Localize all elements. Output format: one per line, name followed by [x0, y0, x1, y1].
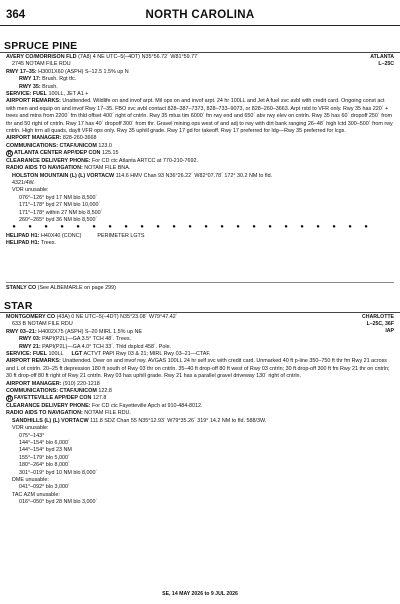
vor-unusable-item: 075°–143° — [19, 432, 45, 439]
airport-details: (43A) 0 NE UTC–5(–4DT) N35°23.08´ W79°47.42´ — [56, 314, 178, 320]
runway-line: RWY 17–35: H3001X60 (ASPH) S–12.5 1.5% up N — [6, 68, 129, 75]
dme-unusable-label: DME unusable: — [12, 476, 49, 483]
stanly-co-reference: (See ALBEMARLE on page 299) — [37, 285, 116, 291]
airport-details: (7A8) 4 NE UTC–5(–4DT) N35°56.72´ W81°59.77´ — [78, 54, 199, 60]
circled-r-icon: R — [7, 151, 12, 158]
header-rule — [0, 25, 400, 26]
service-line: SERVICE: FUEL 100LL LGT ACTVT PAPI Rwy 03 & 21; MIRL Rwy 03–21—CTAF. — [6, 351, 211, 358]
page-number: 364 — [6, 9, 26, 21]
airport-manager-line: AIRPORT MANAGER: 828-260-3668 — [6, 135, 97, 142]
state-title: NORTH CAROLINA — [145, 9, 255, 21]
airport-name: AVERY CO/MORRISON FLD — [6, 54, 77, 60]
runway-17-line: RWY 17: Brush. Rgt tfc. — [19, 76, 77, 83]
circled-r-icon: R — [7, 396, 12, 403]
clearance-line: CLEARANCE DELIVERY PHONE: For CD ctc Fayetteville Apch at 910-484-8012. — [6, 402, 203, 409]
vor-unusable-item: 076°–126° byd 17 NM blo 8,500´ — [19, 194, 98, 201]
airport-entry-avery-co — [6, 54, 394, 248]
airport-name-line — [6, 54, 394, 61]
airport-remarks: AIRPORT REMARKS: Unattended. Wildlife on and invof arpt. Mil ops on and invof arpt. 24 hr 100LL and Jet A fuel svc avbl with credit card. Ongoing const act with men and equip on and invof Rwy 17–35. FBO svc avbl contact 828–387–7373, 828–733–9073, or 828–260–3663. Arpt rstd to VFR only. Rwy 35 has 220´ + trees and mtns from 2200´ fm thld offset 400´ right of cntrln. Rwy 35 mtus tim 6000´ fm rwy end and 650´ abv rwy elev on cntrln. Rwy 35 has 60´ dropoff 250´ from thr and 50 right of cntrln. Rwy 17 has 40´ dropoff 300´ from thr. Gravel mining ops west of and adj to rwy with dirt bank ranging 26–48´ high lctd 300–500´ from rwy cntrln. High trrn all quads, daylt VFR ops only. Rwy 35 uphill grade. Rwy 17 gd for takeoff. Rwy 17 preferred for ldg—Rwy 35 preferred for lcgs. — [6, 98, 393, 135]
radio-aids-line: RADIO AIDS TO NAVIGATION: NOTAM FILE RDU. — [6, 410, 131, 417]
vor-unusable-item: 301°–019° byd 10 NM blo 8,000´ — [19, 469, 98, 476]
app-dep-line: R ATLANTA CENTER APP/DEP CON 125.15 — [7, 150, 119, 158]
page-footer: SE, 14 MAY 2026 to 9 JUL 2026 — [162, 591, 238, 597]
chart-ref-line: CHARLOTTE — [362, 314, 394, 320]
radio-aids-line: RADIO AIDS TO NAVIGATION: NOTAM FILE BNA. — [6, 165, 131, 172]
runway-line: RWY 03–21: H4002X75 (ASPH) S–20 MIRL 1.5% up NE — [6, 328, 142, 335]
runway-03-line: RWY 03: PAPI(P2L)—GA 3.5° TCH 48´. Trees. — [19, 336, 132, 343]
city-rule — [0, 312, 400, 313]
communications-line: COMMUNICATIONS: CTAF/UNICOM 123.0 — [6, 142, 112, 149]
vortac-line: HOLSTON MOUNTAIN (L) (L) VORTACW 114.6 HMV Chan 93 N36°26.22´ W82°07.78´ 172° 30.2 NM to fld. — [12, 172, 273, 179]
helipad-line: HELIPAD H1: H40X40 (CONC) PERIMETER LGTS — [6, 232, 145, 239]
chart-ref-line: IAP — [385, 328, 394, 334]
tac-unusable-label: TAC AZM unusable: — [12, 491, 60, 498]
vor-unusable-item: 260°–265° byd 36 NM blo 8,500´ — [19, 216, 98, 223]
stanly-co-name: STANLY CO — [6, 285, 37, 291]
city-rule — [0, 52, 400, 53]
airport-remarks: AIRPORT REMARKS: Unattended. Deer on and invof rwy. AVGAS 100LL 24 hr self svc with credit card. Unmarked 40 ft p-line 350–750 ft thr fm Rwy 21 across and L of cntrln. 20–25 ft depression 180 ft south of Rwy 03 thr on cntrln. 35–40 ft drop-off 80 ft west of Rwy 03 cntrln; 30 ft drop-off 300 ft fm Rwy 21 thr on cntrln; 30 ft drop-off 80 ft right of Rwy 21 cntrln. Rwy 03 has uphill grade. Rwy 21 has a parallel gravel driveway 130´ right of cntrln. — [6, 358, 390, 380]
helipad-remarks-line: HELIPAD H1: Trees. — [6, 240, 56, 247]
vor-unusable-label: VOR unusable: — [12, 187, 49, 194]
elevation-line: 2745 NOTAM FILE RDU — [12, 61, 71, 68]
chart-ref-line: L–25C — [378, 61, 394, 67]
runway-35-line: RWY 35: Brush. — [19, 83, 58, 90]
airport-name-line — [6, 314, 394, 321]
service-line: SERVICE: FUEL 100LL, JET A1 + — [6, 91, 89, 98]
page-header — [6, 9, 394, 25]
elevation-line: 633 B NOTAM FILE RDU — [12, 321, 73, 328]
vortac-line-2: 4321/4W. — [12, 179, 35, 186]
airport-entry-montgomery-co — [6, 314, 394, 507]
airport-manager-line: AIRPORT MANAGER: (910) 220-1218 — [6, 380, 100, 387]
tac-unusable-item: 016°–050° byd 28 NM blo 3,000´ — [19, 499, 98, 506]
stanly-co-entry — [6, 285, 394, 292]
vortac-line: SANDHILLS (L) (L) VORTACW 111.8 SDZ Chan 55 N35°12.93´ W79°35.26´ 319° 14.2 NM to fld. 588/3W. — [12, 417, 267, 424]
vor-unusable-item: 171°–178° within 27 NM blo 8,500´ — [19, 209, 103, 216]
vor-unusable-label: VOR unusable: — [12, 425, 49, 432]
city-heading-star: STAR — [4, 300, 33, 312]
dme-unusable-item: 041°–092° blo 3,000´ — [19, 484, 70, 491]
vor-unusable-item: 144°–154° blo 6,000´ — [19, 439, 70, 446]
vor-unusable-item: 171°–178° byd 27 NM blo 10,000´ — [19, 202, 101, 209]
chart-reference-box — [370, 54, 394, 68]
app-dep-line: R FAYETTEVILLE APP/DEP CON 127.8 — [7, 395, 107, 403]
chart-ref-line: L–25C, 36F — [366, 321, 394, 327]
chart-ref-line: ATLANTA — [370, 54, 394, 60]
airport-name: MONTGOMERY CO — [6, 314, 56, 320]
entry-divider — [6, 282, 394, 283]
city-heading-spruce-pine: SPRUCE PINE — [4, 40, 78, 52]
vor-unusable-item: 180°–264° blo 8,000´ — [19, 462, 70, 469]
runway-21-line: RWY 21: PAPI(P2L)—GA 4.0° TCH 33´. Thld dsplcd 458´. Pole. — [19, 343, 172, 350]
separator-bullets: ● ● ● ● ● ● ● ● ● ● ● ● ● ● ● ● ● ● ● ● ● ● ● — [12, 224, 368, 231]
communications-line: COMMUNICATIONS: CTAF/UNICOM 122.8 — [6, 388, 112, 395]
clearance-line: CLEARANCE DELIVERY PHONE: For CD ctc Atlanta ARTCC at 770-210-7692. — [6, 157, 198, 164]
chart-reference-box — [362, 314, 394, 335]
vor-unusable-item: 155°–179° blo 5,000´ — [19, 454, 70, 461]
vor-unusable-item: 144°–154° byd 23 NM — [19, 447, 72, 454]
